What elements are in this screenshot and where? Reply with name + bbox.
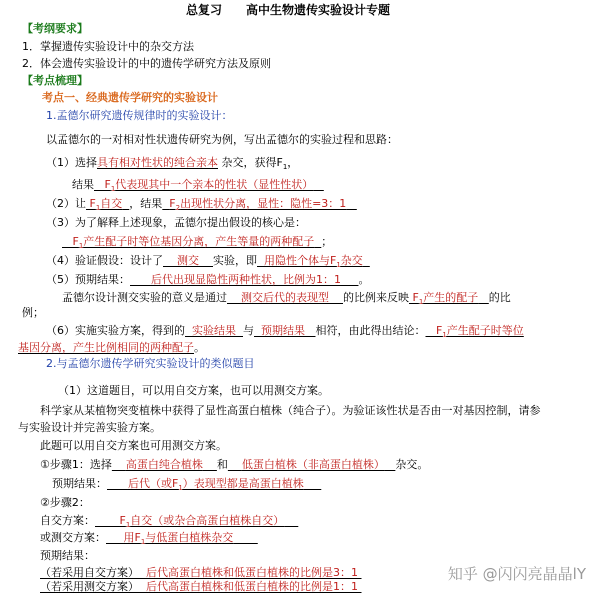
question-line: 例； (22, 306, 44, 319)
question-line: （3）为了解释上述现象，孟德尔提出假设的核心是： (46, 216, 306, 229)
answer-text: $F_1$自交 (89, 197, 123, 213)
answer-text: $F_1$自交（或杂合高蛋白植株自交） (119, 514, 285, 530)
requirement-item: 1．掌握遗传实验设计中的杂交方法 (22, 40, 194, 53)
question-line: （4）验证假设：设计了 测交 实验，即 用隐性个体与$F_1$杂交 (46, 254, 370, 272)
answer-text: $F_2$出现性状分离，显性：隐性=3：1 (169, 197, 347, 213)
answer-text: 基因分离，产生比例相同的两种配子 (18, 341, 194, 354)
answer-text: 后代（或$F_1$）表现型都是高蛋白植株 (127, 477, 304, 493)
section-heading-requirements: 【考纲要求】 (22, 22, 88, 35)
question-line: 基因分离，产生比例相同的两种配子。 (18, 341, 205, 354)
answer-text: 用$F_1$与低蛋白植株杂交 (123, 531, 234, 547)
answer-text: 实验结果 (192, 324, 236, 337)
question-line: 预期结果： 后代（或$F_1$）表现型都是高蛋白植株 (52, 477, 321, 495)
question-line: ②步骤2： (40, 496, 90, 509)
question-line: （6）实施实验方案，得到的 实验结果 与 预期结果 相符，由此得出结论： $F_1$产生配子时等位 (46, 324, 524, 340)
paragraph: 科学家从某植物突变植株中获得了显性高蛋白植株（纯合子）。为验证该性状是否由一对基因控制，请参 (40, 404, 541, 417)
answer-text: $F_1$产生配子时等位 (436, 324, 524, 340)
question-line: 结果 $F_1$代表现其中一个亲本的性状（显性性状） (72, 178, 324, 196)
subsection-heading: 1.孟德尔研究遗传规律时的实验设计： (46, 109, 233, 122)
question-line: $F_1$产生配子时等位基因分离，产生等量的两种配子 ； (62, 235, 332, 253)
answer-text: 测交后代的表现型 (241, 291, 329, 304)
question-line: （1）选择具有相对性状的纯合亲本 杂交，获得$F_1$， (46, 156, 299, 172)
answer-text: $F_1$产生的配子 (412, 291, 479, 307)
question-line: （2）让 $F_1$自交 ，结果 $F_2$出现性状分离，显性：隐性=3：1 (46, 197, 357, 215)
question-line: （5）预期结果： 后代出现显隐性两种性状，比例为1：1 。 (46, 273, 370, 286)
answer-text: $F_1$代表现其中一个亲本的性状（显性性状） (104, 178, 314, 194)
section-heading-key-points: 【考点梳理】 (22, 74, 88, 87)
paragraph: 与实验设计并完善实验方案。 (18, 421, 161, 434)
answer-text: 低蛋白植株（非高蛋白植株） (241, 458, 385, 471)
question-line: 自交方案： $F_1$自交（或杂合高蛋白植株自交） (40, 514, 298, 532)
answer-text: $F_1$产生配子时等位基因分离，产生等量的两种配子 (72, 235, 315, 251)
answer-text: 高蛋白纯合植株 (125, 458, 203, 471)
question-line: （若采用自交方案） 后代高蛋白植株和低蛋白植株的比例是3：1 (40, 566, 362, 580)
intro-text: 以孟德尔的一对相对性状遗传研究为例，写出孟德尔的实验过程和思路： (46, 133, 398, 146)
subsection-heading: 2.与孟德尔遗传学研究实验设计的类似题目 (46, 357, 255, 370)
answer-text: 后代高蛋白植株和低蛋白植株的比例是3：1 (146, 566, 358, 579)
paragraph: （1）这道题目，可以用自交方案，也可以用测交方案。 (58, 384, 329, 397)
question-line: 预期结果： (40, 549, 95, 562)
question-line: ①步骤1：选择 高蛋白纯合植株 和 低蛋白植株（非高蛋白植株） 杂交。 (40, 458, 429, 471)
answer-text: 后代高蛋白植株和低蛋白植株的比例是1：1 (146, 580, 358, 593)
question-line: 或测交方案： 用$F_1$与低蛋白植株杂交 (40, 531, 258, 549)
question-line: 孟德尔设计测交实验的意义是通过 测交后代的表现型 的比例来反映 $F_1$产生的配子 的比 (62, 291, 511, 307)
answer-text: 预期结果 (261, 324, 305, 337)
paragraph: 此题可以用自交方案也可用测交方案。 (40, 439, 227, 452)
answer-text: 用隐性个体与$F_1$杂交 (264, 254, 363, 270)
requirement-item: 2．体会遗传实验设计的中的遗传学研究方法及原则 (22, 57, 271, 70)
key-point-heading: 考点一、经典遗传学研究的实验设计 (42, 91, 218, 104)
answer-text: 后代出现显隐性两种性状，比例为1：1 (150, 273, 341, 286)
answer-text: 具有相对性状的纯合亲本 (97, 156, 218, 169)
page-title: 总复习 高中生物遗传实验设计专题 (186, 3, 391, 17)
watermark: 知乎 @闪闪亮晶晶lY (447, 565, 586, 583)
answer-text: 测交 (177, 254, 199, 267)
question-line: （若采用测交方案） 后代高蛋白植株和低蛋白植株的比例是1：1 (40, 580, 362, 594)
